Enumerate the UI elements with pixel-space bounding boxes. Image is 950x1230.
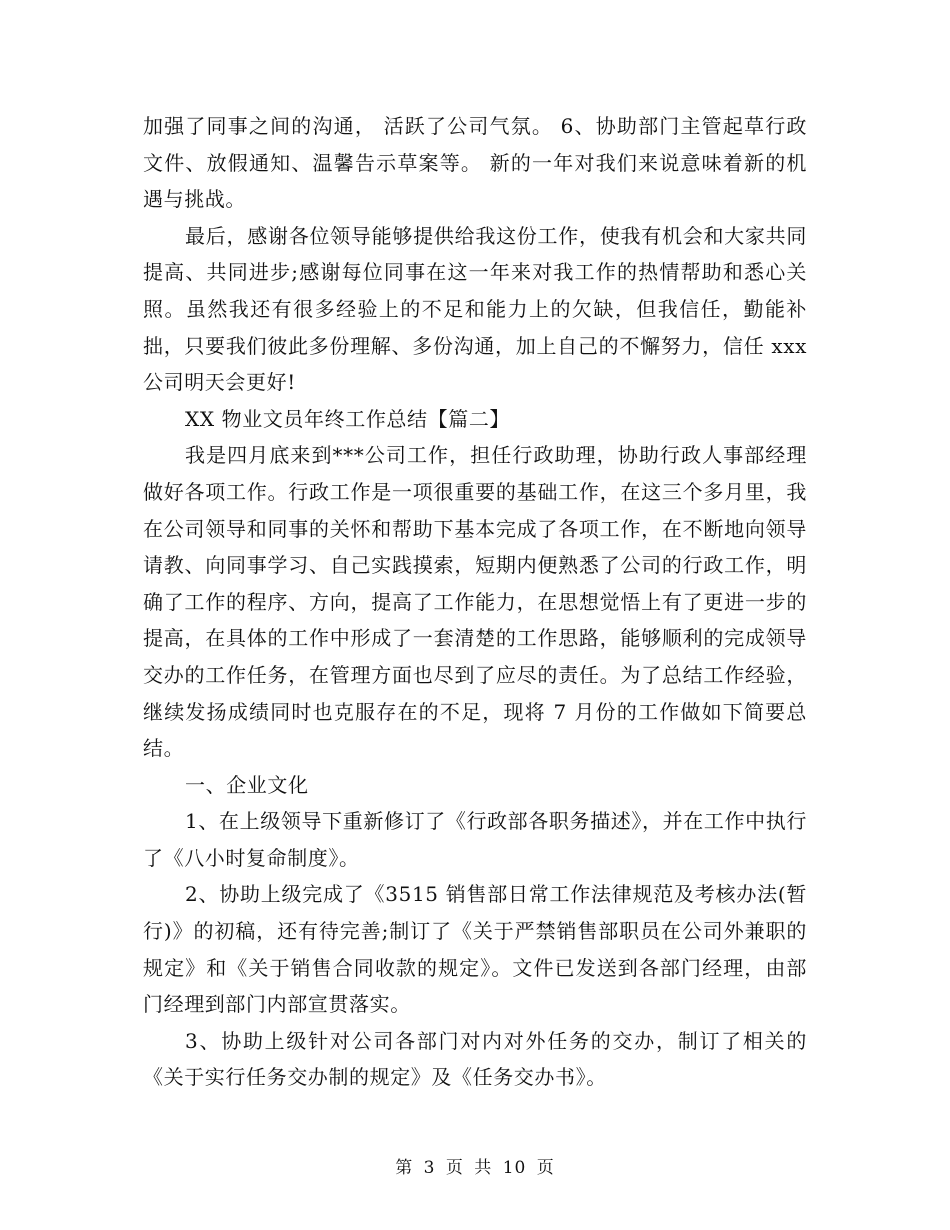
paragraph-3: 我是四月底来到***公司工作，担任行政助理，协助行政人事部经理做好各项工作。行政工作是一项很重要的基础工作，在这三个多月里，我在公司领导和同事的关怀和帮助下基本完成了各项工作，在不断地向领导请教、向同事学习、自己实践摸索，短期内便熟悉了公司的行政工作，明确了工作的程序、方向，提高了工作能力，在思想觉悟上有了更进一步的提高，在具体的工作中形成了一套清楚的工作思路，能够顺利的完成领导交办的工作任务，在管理方面也尽到了应尽的责任。为了总结工作经验，继续发扬成绩同时也克服存在的不足，现将 7 月份的工作做如下简要总结。 xyxy=(143,443,807,761)
page-number: 第 3 页 共 10 页 xyxy=(395,1158,555,1178)
paragraph-1: 加强了同事之间的沟通， 活跃了公司气氛。 6、协助部门主管起草行政文件、放假通知、温馨告示草案等。 新的一年对我们来说意味着新的机遇与挑战。 xyxy=(143,114,807,212)
document-body xyxy=(143,108,807,1096)
subsection-heading: 一、企业文化 xyxy=(185,772,309,797)
list-item-1: 1、在上级领导下重新修订了《行政部各职务描述》，并在工作中执行了《八小时复命制度》。 xyxy=(143,809,807,870)
list-item-2: 2、协助上级完成了《3515 销售部日常工作法律规范及考核办法(暂行)》的初稿，还有待完善;制订了《关于严禁销售部职员在公司外兼职的规定》和《关于销售合同收款的规定》。文件已发送到各部门经理，由部门经理到部门内部宣贯落实。 xyxy=(143,882,807,1017)
list-item-3: 3、协助上级针对公司各部门对内对外任务的交办，制订了相关的《关于实行任务交办制的规定》及《任务交办书》。 xyxy=(143,1028,807,1090)
paragraph-2: 最后，感谢各位领导能够提供给我这份工作，使我有机会和大家共同提高、共同进步;感谢每位同事在这一年来对我工作的热情帮助和悉心关照。虽然我还有很多经验上的不足和能力上的欠缺，但我信任，勤能补拙，只要我们彼此多份理解、多份沟通，加上自己的不懈努力，信任 xxx 公司明天会更好! xyxy=(143,223,807,395)
section-heading: XX 物业文员年终工作总结【篇二】 xyxy=(185,406,511,431)
